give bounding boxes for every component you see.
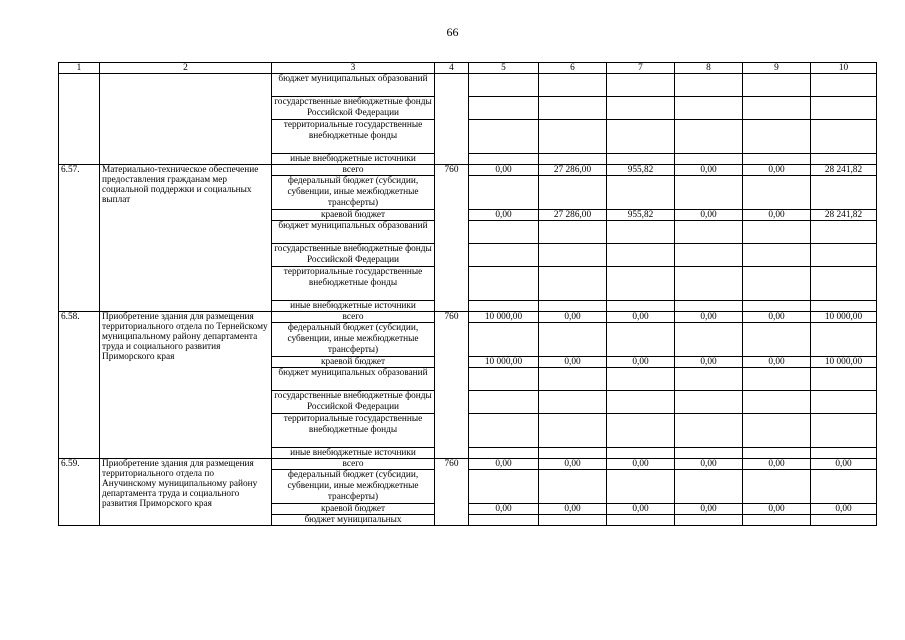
source-label: территориальные государственные внебюджетные фонды (272, 414, 435, 448)
column-header: 5 (469, 63, 539, 74)
value-cell: 0,00 (469, 504, 539, 515)
value-cell: 955,82 (607, 210, 675, 221)
source-label: бюджет муниципальных образований (272, 368, 435, 391)
value-cell: 0,00 (743, 312, 811, 323)
value-cell: 0,00 (539, 459, 607, 470)
value-cell: 0,00 (469, 210, 539, 221)
value-cell: 27 286,00 (539, 210, 607, 221)
value-cell: 0,00 (811, 459, 877, 470)
row-name: Материально-техническое обеспечение предоставления гражданам мер социальной поддержки и социальных выплат (100, 165, 272, 312)
source-label: иные внебюджетные источники (272, 154, 435, 165)
value-cell: 0,00 (675, 165, 743, 176)
value-cell: 0,00 (539, 504, 607, 515)
value-cell: 27 286,00 (539, 165, 607, 176)
row-index: 6.59. (59, 459, 100, 526)
row-code (435, 74, 469, 165)
row-index: 6.58. (59, 312, 100, 459)
source-label: всего (272, 459, 435, 470)
column-header: 9 (743, 63, 811, 74)
row-name: Приобретение здания для размещения территориального отдела по Тернейскому муниципальному району департамента труда и социального развития Приморского края (100, 312, 272, 459)
value-cell: 10 000,00 (811, 357, 877, 368)
value-cell: 28 241,82 (811, 165, 877, 176)
source-label: территориальные государственные внебюджетные фонды (272, 120, 435, 154)
value-cell: 0,00 (675, 357, 743, 368)
value-cell: 0,00 (743, 357, 811, 368)
source-label: иные внебюджетные источники (272, 301, 435, 312)
column-header: 7 (607, 63, 675, 74)
row-index: 6.57. (59, 165, 100, 312)
value-cell: 0,00 (607, 459, 675, 470)
table-row (59, 74, 877, 97)
value-cell: 0,00 (675, 459, 743, 470)
source-label: иные внебюджетные источники (272, 448, 435, 459)
value-cell: 0,00 (675, 210, 743, 221)
value-cell: 0,00 (607, 357, 675, 368)
value-cell: 0,00 (469, 165, 539, 176)
page-number: 66 (446, 25, 459, 39)
value-cell: 0,00 (675, 312, 743, 323)
source-label: территориальные государственные внебюджетные фонды (272, 267, 435, 301)
source-label: федеральный бюджет (субсидии, субвенции, иные межбюджетные трансферты) (272, 176, 435, 210)
source-label: федеральный бюджет (субсидии, субвенции, иные межбюджетные трансферты) (272, 470, 435, 504)
row-code: 760 (435, 459, 469, 526)
budget-table (58, 62, 877, 526)
value-cell: 0,00 (743, 210, 811, 221)
source-label: государственные внебюджетные фонды Российской Федерации (272, 391, 435, 414)
column-header: 2 (100, 63, 272, 74)
value-cell: 0,00 (675, 504, 743, 515)
table-row (59, 165, 877, 176)
table-row (59, 312, 877, 323)
row-name (100, 74, 272, 165)
value-cell: 0,00 (743, 504, 811, 515)
value-cell: 0,00 (607, 312, 675, 323)
column-header: 4 (435, 63, 469, 74)
column-header: 10 (811, 63, 877, 74)
source-label: бюджет муниципальных (272, 515, 435, 526)
column-header: 1 (59, 63, 100, 74)
value-cell: 0,00 (539, 357, 607, 368)
value-cell: 0,00 (607, 504, 675, 515)
source-label: государственные внебюджетные фонды Российской Федерации (272, 97, 435, 120)
table-row (59, 459, 877, 470)
value-cell: 0,00 (811, 504, 877, 515)
column-header-row (59, 63, 877, 74)
value-cell: 0,00 (743, 459, 811, 470)
source-label: бюджет муниципальных образований (272, 74, 435, 97)
row-index (59, 74, 100, 165)
value-cell: 10 000,00 (469, 357, 539, 368)
source-label: всего (272, 165, 435, 176)
source-label: всего (272, 312, 435, 323)
column-header: 8 (675, 63, 743, 74)
value-cell: 10 000,00 (469, 312, 539, 323)
column-header: 6 (539, 63, 607, 74)
value-cell: 28 241,82 (811, 210, 877, 221)
value-cell: 10 000,00 (811, 312, 877, 323)
row-code: 760 (435, 312, 469, 459)
column-header: 3 (272, 63, 435, 74)
value-cell: 955,82 (607, 165, 675, 176)
source-label: государственные внебюджетные фонды Российской Федерации (272, 244, 435, 267)
value-cell: 0,00 (743, 165, 811, 176)
source-label: федеральный бюджет (субсидии, субвенции, иные межбюджетные трансферты) (272, 323, 435, 357)
source-label: краевой бюджет (272, 210, 435, 221)
source-label: краевой бюджет (272, 357, 435, 368)
value-cell: 0,00 (469, 459, 539, 470)
row-name: Приобретение здания для размещения территориального отдела по Анучинскому муниципальному району департамента труда и социального развития Приморского края (100, 459, 272, 526)
source-label: краевой бюджет (272, 504, 435, 515)
source-label: бюджет муниципальных образований (272, 221, 435, 244)
value-cell: 0,00 (539, 312, 607, 323)
row-code: 760 (435, 165, 469, 312)
